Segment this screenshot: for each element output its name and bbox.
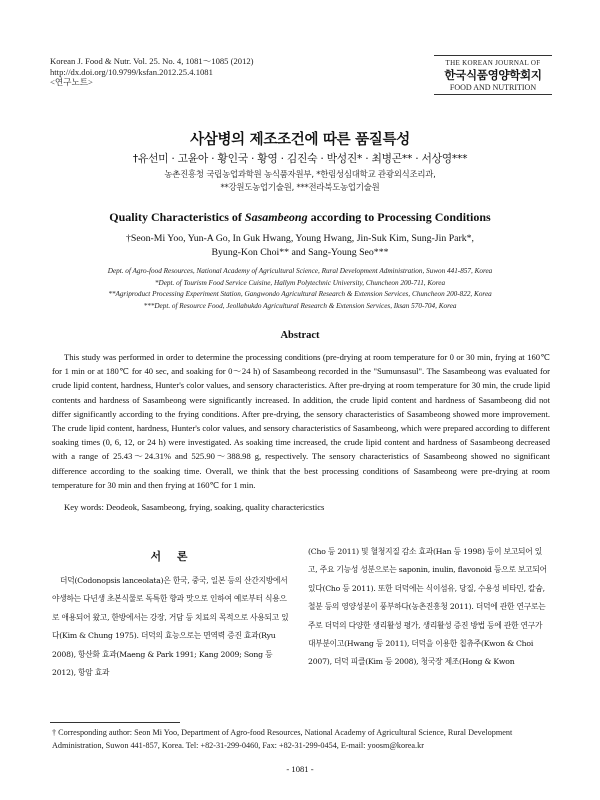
citation-line: Korean J. Food & Nutr. Vol. 25. No. 4, 1081～1085 (2012) <box>50 56 254 66</box>
keywords: Key words: Deodeok, Sasambeong, frying, soaking, quality charactericstics <box>64 502 325 512</box>
intro-left-column <box>52 572 292 682</box>
title-en-part: according to Processing Conditions <box>307 210 491 224</box>
affiliation-en-line: ***Dept. of Resource Food, Jeollabukdo Agricultural Research & Extension Services, Iksan 570-704, Korea <box>143 301 457 310</box>
journal-name-en-bottom: FOOD AND NUTRITION <box>434 82 552 95</box>
affiliation-ko-line: **강원도농업기술원, ***전라북도농업기술원 <box>220 181 380 192</box>
footnote-divider <box>50 722 180 723</box>
intro-paragraph: 더덕(Codonopsis lanceolata)은 한국, 중국, 일본 등의 산간지방에서 야생하는 다년생 초본식물로 독특한 향과 맛으로 인하여 예로부터 식용으로 애용되어 왔고, 한방에서는 강장, 거담 등 치료의 목적으로 사용되고 있다(Kim & Chung 1975). 더덕의 효능으로는 면역력 증진 효과(Ryu 2008), 항산화 효과(Maeng & Park 1991; Kang 2009; Song 등 2012), 항암 효과 <box>52 576 289 678</box>
authors-en-line: Byung-Kon Choi** and Sang-Young Seo*** <box>211 247 389 258</box>
title-en-italic: Sasambeong <box>244 210 308 224</box>
journal-name-ko: 한국식품영양학회지 <box>444 68 542 82</box>
journal-name-en-top: THE KOREAN JOURNAL OF <box>445 59 541 67</box>
corresponding-author-footnote: † Corresponding author: Seon Mi Yoo, Department of Agro-food Resources, National Academy of Agricultural Science, Rural Development Administration, Suwon 441-857, Korea. Tel: +82-31-299-0460, Fax: +82-31-299-0454, E-mail: yoosm@korea.kr <box>52 728 513 750</box>
introduction-heading: 서 론 <box>150 550 194 563</box>
affiliation-en-line: *Dept. of Tourism Food Service Cuisine, Hallym Polytechnic University, Chuncheon 200-711, Korea <box>154 278 446 287</box>
title-en-part: Quality Characteristics of <box>109 210 245 224</box>
authors-en-line: †Seon-Mi Yoo, Yun-A Go, In Guk Hwang, Young Hwang, Jin-Suk Kim, Sung-Jin Park*, <box>126 233 474 244</box>
affiliation-en-line: **Agriproduct Processing Experiment Station, Gangwondo Agricultural Research & Extension Services, Chuncheon 200-822, Korea <box>108 290 492 298</box>
affiliation-ko-line: 농촌진흥청 국립농업과학원 농식품자원부, *한림성심대학교 관광외식조리과, <box>164 169 436 179</box>
abstract-heading: Abstract <box>280 330 320 341</box>
affiliations-korean <box>0 168 600 193</box>
abstract-text <box>52 350 550 492</box>
logo-top-rule <box>434 55 552 56</box>
affiliations-english <box>40 266 560 312</box>
abstract-paragraph: This study was performed in order to determine the processing conditions (pre-drying at room temperature for 0 or 30 min, frying at 160℃ for 1 min or at 180℃ for 40 sec, and soaking for 0～24 h) of Sasambeong recorded in the "Sumunsasul". The Sasambeong was evaluated for crude lipid content, hardness, Hunter's color values, and sensory characteristics. After pre-drying at room temperature for 30 min, the crude lipid contents and hardness of Sasambeong were significantly increased. In addition, the crude lipid content and hardness of Sasambeong did not differ significantly according to the frying conditions. After pre-drying, the sensory characteristics of Sasambeong showed more improvement. The crude lipid content, hardness, Hunter's color values, and sensory characteristics of Sasambeong, which were prepared according to different soaking times (0, 6, 12, or 24 h) were investigated. As soaking time increased, the crude lipid content and hardness of Sasambeong decreased with a range of 25.43～24.31% and 525.90～388.98 g, respectively. The sensory characteristics of Sasambeong showed no significant difference according to the soaking time. Overall, we think that the best processing conditions of Sasambeong were pre-drying at room temperature for 30 min and then frying at 160℃ for 1 min. <box>52 352 550 490</box>
title-korean: 사삼병의 제조조건에 따른 품질특성 <box>190 132 410 148</box>
affiliation-en-line: Dept. of Agro-food Resources, National Academy of Agricultural Science, Rural Development Administration, Suwon 441-857, Korea <box>107 267 493 275</box>
authors-korean: †유선미 · 고윤아 · 황인국 · 황영 · 김진숙 · 박성진* · 최병곤** · 서상영*** <box>132 152 468 165</box>
page-number: - 1081 - <box>286 764 314 774</box>
intro-right-column <box>308 543 548 672</box>
doi-link[interactable]: http://dx.doi.org/10.9799/ksfan.2012.25.4.1081 <box>50 66 213 77</box>
intro-paragraph: (Cho 등 2011) 및 혈청지질 감소 효과(Han 등 1998) 등이 보고되어 있고, 주요 기능성 성분으로는 saponin, inulin, flavonoid 등으로 보고되어 있다(Cho 등 2011). 또한 더덕에는 식이섬유, 당질, 수용성 비타민, 칼슘, 철분 등의 영양성분이 풍부하다(농촌진흥청 2011). 더덕에 관한 연구로는 주로 더덕의 다양한 생리활성 평가, 생리활성 증진 방법 등에 관한 연구가 대부분이고(Hwang 등 2011), 더덕을 이용한 칩츄주(Kwon & Choi 2007), 더덕 피클(Kim 등 2008), 청국장 제조(Hong & Kwon <box>308 547 547 667</box>
citation-block <box>50 56 254 88</box>
authors-english <box>60 232 540 260</box>
article-type: <연구노트> <box>50 77 93 88</box>
title-english <box>0 210 600 225</box>
journal-logo <box>434 55 552 95</box>
